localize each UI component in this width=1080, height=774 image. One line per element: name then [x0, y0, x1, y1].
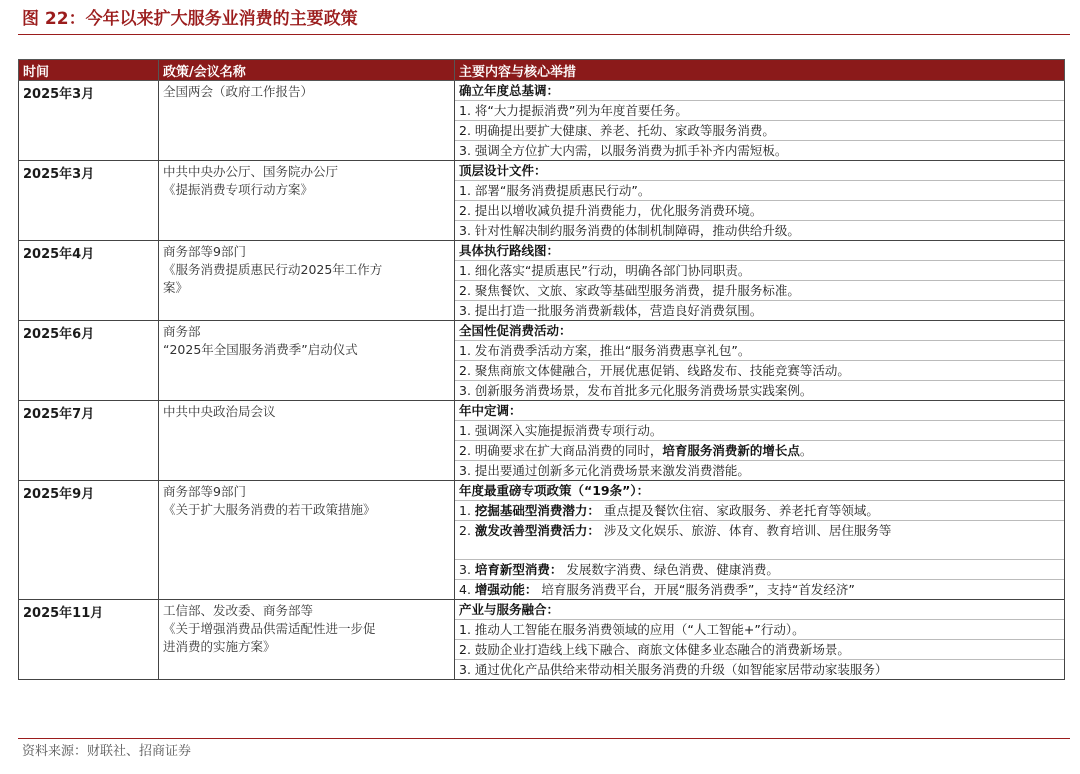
table-row — [19, 481, 1065, 600]
item-text: 发展数字消费、绿色消费、健康消费。 — [562, 562, 779, 577]
policy-line: 《提振消费专项行动方案》 — [163, 182, 314, 197]
item-text: 2. 提出以增收减负提升消费能力，优化服务消费环境。 — [459, 203, 763, 218]
table-row — [19, 81, 1065, 161]
row-policy — [159, 401, 455, 481]
emphasis-text: 培育服务消费新的增长点 — [662, 443, 800, 458]
item-text: 2. — [459, 523, 475, 538]
item-text: 1. 细化落实“提质惠民”行动，明确各部门协同职责。 — [459, 263, 751, 278]
content-item — [455, 640, 1064, 660]
content-heading: 顶层设计文件： — [455, 161, 1064, 181]
content-heading: 确立年度总基调： — [455, 81, 1064, 101]
policy-line: 工信部、发改委、商务部等 — [163, 603, 314, 618]
item-text: 3. 针对性解决制约服务消费的体制机制障碍，推动供给升级。 — [459, 223, 800, 238]
item-text: 3. 通过优化产品供给来带动相关服务消费的升级（如智能家居带动家装服务） — [459, 662, 888, 677]
policy-line: “2025年全国服务消费季”启动仪式 — [163, 342, 358, 357]
content-item — [455, 361, 1064, 381]
item-text: 1. 部署“服务消费提质惠民行动”。 — [459, 183, 651, 198]
content-item — [455, 341, 1064, 361]
policy-line: 商务部等9部门 — [163, 484, 246, 499]
item-text: 3. 创新服务消费场景，发布首批多元化服务消费场景实践案例。 — [459, 383, 813, 398]
content-item — [455, 141, 1064, 160]
policy-line: 《关于增强消费品供需适配性进一步促 — [163, 621, 376, 636]
item-text: 2. 明确提出要扩大健康、养老、托幼、家政等服务消费。 — [459, 123, 775, 138]
policy-line: 中共中央办公厅、国务院办公厅 — [163, 164, 339, 179]
row-policy — [159, 481, 455, 600]
content-item — [455, 261, 1064, 281]
source-note: 资料来源：财联社、招商证券 — [22, 744, 192, 759]
row-content — [455, 600, 1065, 680]
content-item — [455, 441, 1064, 461]
header-date: 时间 — [19, 60, 159, 81]
row-content — [455, 81, 1065, 161]
content-item — [455, 201, 1064, 221]
item-text: 3. 强调全方位扩大内需，以服务消费为抓手补齐内需短板。 — [459, 143, 788, 158]
table-row — [19, 321, 1065, 401]
item-text: 1. 推动人工智能在服务消费领域的应用（“人工智能+”行动）。 — [459, 622, 805, 637]
content-item — [455, 660, 1064, 679]
emphasis-text: 挖掘基础型消费潜力： — [474, 503, 600, 518]
item-text: 1. 强调深入实施提振消费专项行动。 — [459, 423, 663, 438]
row-date: 2025年9月 — [19, 481, 159, 600]
content-heading: 具体执行路线图： — [455, 241, 1064, 261]
table-header-row — [19, 60, 1065, 81]
content-heading: 全国性促消费活动： — [455, 321, 1064, 341]
item-text: 培育服务消费平台，开展“服务消费季”，支持“首发经济” — [537, 582, 855, 597]
policy-line: 商务部 — [163, 324, 201, 339]
table-body — [19, 81, 1065, 680]
row-content — [455, 401, 1065, 481]
figure-title: 图 22：今年以来扩大服务业消费的主要政策 — [22, 9, 358, 29]
policy-line: 《关于扩大服务消费的若干政策措施》 — [163, 502, 376, 517]
item-text: 2. 聚焦商旅文体健融合，开展优惠促销、线路发布、技能竞赛等活动。 — [459, 363, 850, 378]
content-item — [455, 421, 1064, 441]
content-item — [455, 121, 1064, 141]
content-item — [455, 560, 1064, 580]
header-content: 主要内容与核心举措 — [455, 60, 1065, 81]
item-text: 1. 将“大力提振消费”列为年度首要任务。 — [459, 103, 688, 118]
policy-table — [18, 59, 1065, 680]
policy-line: 《服务消费提质惠民行动2025年工作方 — [163, 262, 383, 277]
policy-line: 商务部等9部门 — [163, 244, 246, 259]
item-text: 2. 鼓励企业打造线上线下融合、商旅文体健多业态融合的消费新场景。 — [459, 642, 850, 657]
content-item — [455, 580, 1064, 599]
table-row — [19, 241, 1065, 321]
item-text: 重点提及餐饮住宿、家政服务、养老托育等领域。 — [599, 503, 879, 518]
row-policy — [159, 81, 455, 161]
item-text: 3. — [459, 562, 475, 577]
content-item — [455, 381, 1064, 400]
policy-line: 案》 — [163, 280, 189, 295]
content-item — [455, 281, 1064, 301]
item-text: 1. — [459, 503, 475, 518]
row-content — [455, 321, 1065, 401]
content-item — [455, 521, 1064, 560]
item-text: 1. 发布消费季活动方案，推出“服务消费惠享礼包”。 — [459, 343, 751, 358]
content-item — [455, 101, 1064, 121]
item-text: 。 — [799, 443, 813, 458]
item-text: 3. 提出打造一批服务消费新载体，营造良好消费氛围。 — [459, 303, 763, 318]
row-content — [455, 481, 1065, 600]
row-policy — [159, 241, 455, 321]
item-text: 涉及文化娱乐、旅游、体育、教育培训、居住服务等 — [599, 523, 892, 538]
row-policy — [159, 321, 455, 401]
item-text: 3. 提出要通过创新多元化消费场景来激发消费潜能。 — [459, 463, 750, 478]
emphasis-text: 激发改善型消费活力： — [474, 523, 600, 538]
row-content — [455, 161, 1065, 241]
content-item — [455, 461, 1064, 480]
content-heading: 年度最重磅专项政策（“19条”）： — [455, 481, 1064, 501]
emphasis-text: 培育新型消费： — [474, 562, 563, 577]
row-date: 2025年3月 — [19, 81, 159, 161]
footer-divider — [18, 738, 1070, 739]
header-policy: 政策/会议名称 — [159, 60, 455, 81]
content-item — [455, 301, 1064, 320]
row-date: 2025年3月 — [19, 161, 159, 241]
row-date: 2025年4月 — [19, 241, 159, 321]
policy-line: 进消费的实施方案》 — [163, 639, 276, 654]
item-text: 2. 明确要求在扩大商品消费的同时， — [459, 443, 663, 458]
content-heading: 产业与服务融合： — [455, 600, 1064, 620]
policy-line: 全国两会（政府工作报告） — [163, 84, 314, 99]
content-item — [455, 620, 1064, 640]
row-date: 2025年7月 — [19, 401, 159, 481]
table-row — [19, 401, 1065, 481]
content-item — [455, 181, 1064, 201]
content-item — [455, 501, 1064, 521]
row-date: 2025年6月 — [19, 321, 159, 401]
row-date: 2025年11月 — [19, 600, 159, 680]
table-row — [19, 600, 1065, 680]
emphasis-text: 增强动能： — [474, 582, 538, 597]
row-policy — [159, 161, 455, 241]
table-row — [19, 161, 1065, 241]
row-content — [455, 241, 1065, 321]
policy-line: 中共中央政治局会议 — [163, 404, 276, 419]
item-text: 4. — [459, 582, 475, 597]
item-text: 2. 聚焦餐饮、文旅、家政等基础型服务消费，提升服务标准。 — [459, 283, 800, 298]
content-heading: 年中定调： — [455, 401, 1064, 421]
content-item — [455, 221, 1064, 240]
row-policy — [159, 600, 455, 680]
title-divider — [18, 34, 1070, 35]
